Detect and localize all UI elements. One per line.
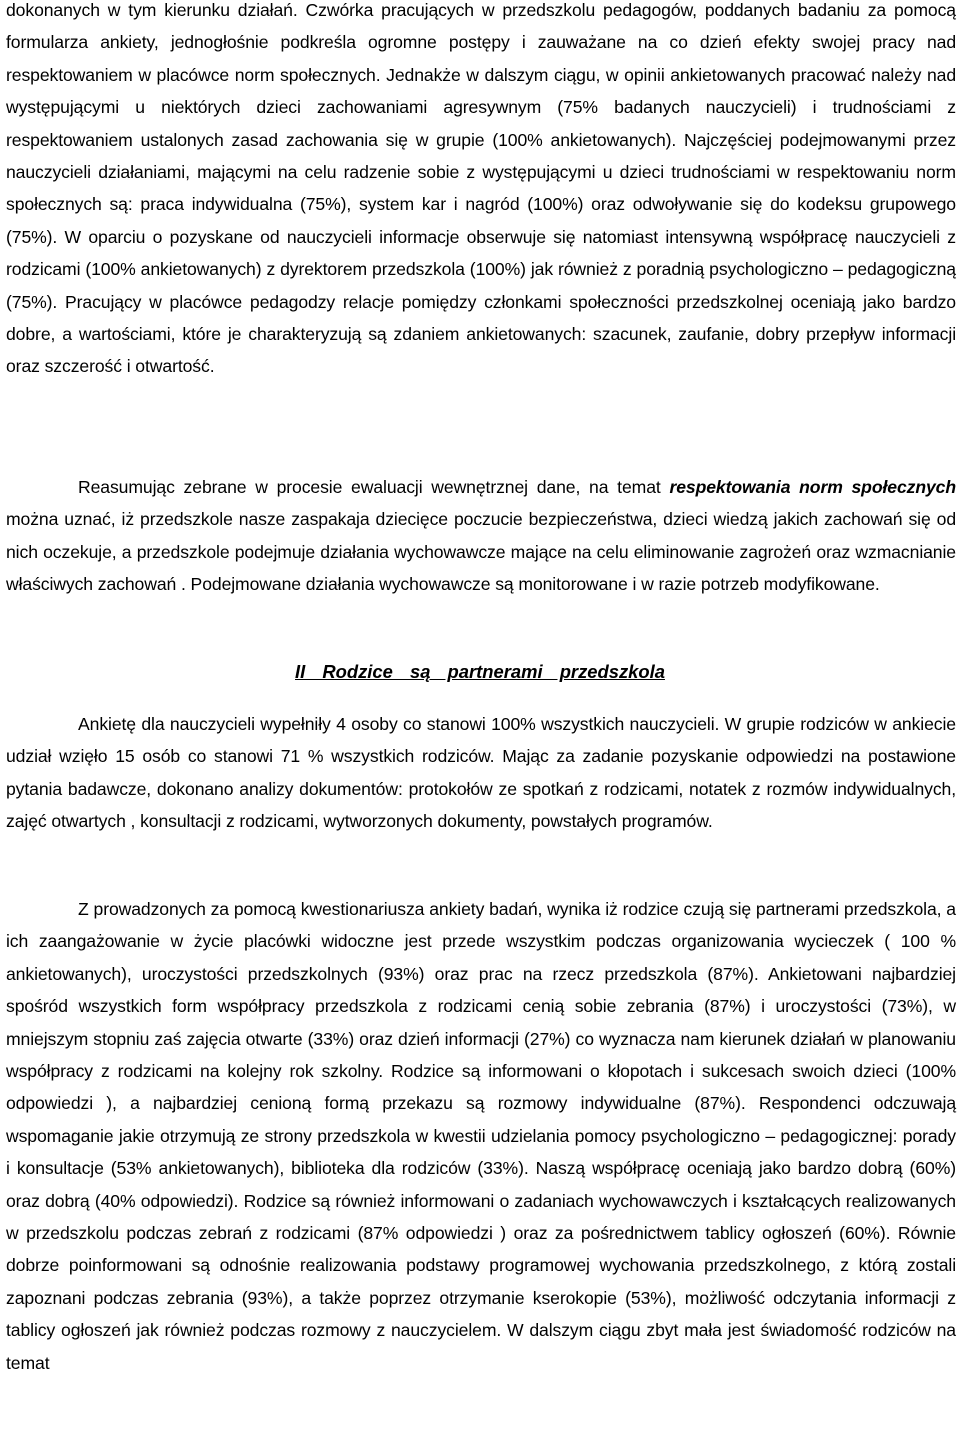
paragraph-survey-participants: Ankietę dla nauczycieli wypełniły 4 osoby co stanowi 100% wszystkich nauczycieli. W grupie rodziców w ankiecie udział wzięło 15 osób co stanowi 71 % wszystkich rodziców. Mając za zadanie pozyskanie odpowiedzi na postawione pytania badawcze, dokonano analizy dokumentów: protokołów ze spotkań z rodzicami, notatek z rozmów indywidualnych, zajęć otwartych , konsultacji z rodzicami, wytworzonych dokumenty, powstałych programów. [6,714,956,832]
paragraph-conclusion [6,471,956,601]
conclusion-rest-text: można uznać, iż przedszkole nasze zaspakaja dziecięce poczucie bezpieczeństwa, dzieci wiedzą jakich zachowań się od nich oczekuje, a przedszkole podejmuje działania wychowawcze mające na celu eliminowanie zagrożeń oraz wzmacnianie właściwych zachowań . Podejmowane działania wychowawcze są monitorowane i w razie potrzeb modyfikowane. [6,509,956,595]
section-heading: II Rodzice są partnerami przedszkola [295,661,665,682]
conclusion-lead-text: Reasumując zebrane w procesie ewaluacji wewnętrznej dane, na temat [78,477,670,497]
conclusion-emphasis-text: respektowania norm społecznych [669,477,956,497]
paragraph-norms-summary: dokonanych w tym kierunku działań. Czwórka pracujących w przedszkolu pedagogów, poddanych badaniu za pomocą formularza ankiety, jednogłośnie podkreśla ogromne postępy i zauważane na co dzień efekty swojej pracy nad respektowaniem w placówce norm społecznych. Jednakże w dalszym ciągu, w opinii ankietowanych pracować należy nad występującymi u niektórych dzieci zachowaniami agresywnym (75% badanych nauczycieli) i trudnościami z respektowaniem ustalonych zasad zachowania się w grupie (100% ankietowanych). Najczęściej podejmowanymi przez nauczycieli działaniami, mającymi na celu radzenie sobie z występującymi u dzieci trudnościami w respektowaniu norm społecznych są: praca indywidualna (75%), system kar i nagród (100%) oraz odwoływanie się do kodeksu grupowego (75%). W oparciu o pozyskane od nauczycieli informacje obserwuje się natomiast intensywną współpracę nauczycieli z rodzicami (100% ankietowanych) z dyrektorem przedszkola (100%) jak również z poradnią psychologiczno – pedagogiczną (75%). Pracujący w placówce pedagodzy relacje pomiędzy członkami społeczności przedszkolnej oceniają jako bardzo dobre, a wartościami, które je charakteryzują są zdaniem ankietowanych: szacunek, zaufanie, dobry przepływ informacji oraz szczerość i otwartość. [6,0,956,377]
paragraph-survey-results: Z prowadzonych za pomocą kwestionariusza ankiety badań, wynika iż rodzice czują się partnerami przedszkola, a ich zaangażowanie w życie placówki widoczne jest przede wszystkim podczas organizowania wycieczek ( 100 % ankietowanych), uroczystości przedszkolnych (93%) oraz prac na rzecz przedszkola (87%). Ankietowani najbardziej spośród wszystkich form współpracy przedszkola z rodzicami cenią sobie zebrania (87%) i uroczystości (73%), w mniejszym stopniu zaś zajęcia otwarte (33%) oraz dzień informacji (27%) co wyznacza nam kierunek działań w planowaniu współpracy z rodzicami na kolejny rok szkolny. Rodzice są informowani o kłopotach i sukcesach swoich dzieci (100% odpowiedzi ), a najbardziej cenioną formą przekazu są rozmowy indywidualne (87%). Respondenci odczuwają wspomaganie jakie otrzymują ze strony przedszkola w kwestii udzielania pomocy psychologiczno – pedagogicznej: porady i konsultacje (53% ankietowanych), biblioteka dla rodziców (33%). Naszą współpracę oceniają jako bardzo dobrą (60%) oraz dobrą (40% odpowiedzi). Rodzice są również informowani o zadaniach wychowawczych i kształcących realizowanych w przedszkolu podczas zebrań z rodzicami (87% odpowiedzi ) oraz za pośrednictwem tablicy ogłoszeń (60%). Równie dobrze poinformowani są odnośnie realizowania podstawy programowej wychowania przedszkolnego, z którą zostali zapoznani podczas zebrania (93%), a także poprzez otrzymanie kserokopie (53%), możliwość odczytania informacji z tablicy ogłoszeń jak również podczas rozmowy z nauczycielem. W dalszym ciągu zbyt mała jest świadomość rodziców na temat [6,899,956,1373]
